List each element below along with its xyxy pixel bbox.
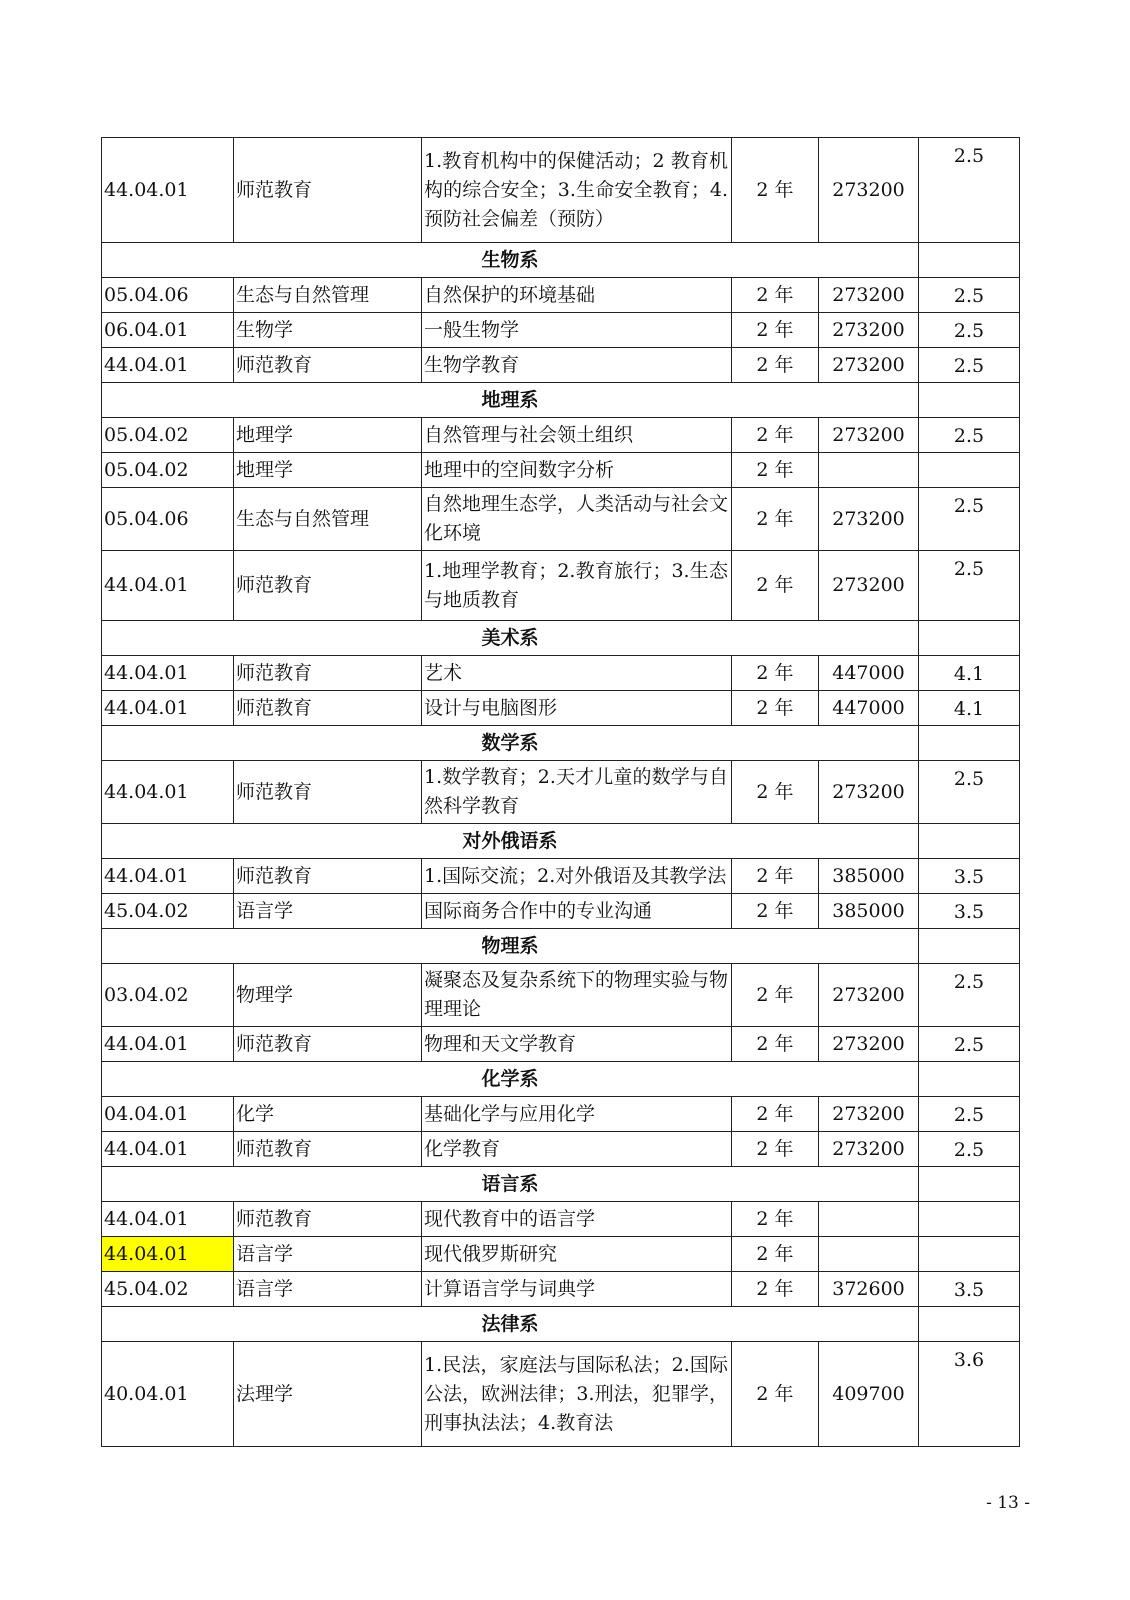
score-cell xyxy=(919,453,1020,488)
section-empty-cell xyxy=(919,824,1020,859)
program-code-cell: 05.04.02 xyxy=(102,418,234,453)
section-title: 对外俄语系 xyxy=(102,824,919,859)
duration-cell: 2 年 xyxy=(732,894,819,929)
table-row xyxy=(102,894,1020,929)
score-cell: 2.5 xyxy=(919,278,1020,313)
duration-cell: 2 年 xyxy=(732,138,819,243)
major-name-cell: 师范教育 xyxy=(234,1202,422,1237)
section-header-row xyxy=(102,243,1020,278)
major-name-cell: 物理学 xyxy=(234,964,422,1027)
section-empty-cell xyxy=(919,621,1020,656)
section-title: 生物系 xyxy=(102,243,919,278)
duration-cell: 2 年 xyxy=(732,1237,819,1272)
program-title-cell: 物理和天文学教育 xyxy=(422,1027,732,1062)
section-header-row xyxy=(102,383,1020,418)
duration-cell: 2 年 xyxy=(732,1027,819,1062)
score-cell: 2.5 xyxy=(919,488,1020,551)
section-header-row xyxy=(102,824,1020,859)
major-name-cell: 师范教育 xyxy=(234,656,422,691)
program-code-cell: 44.04.01 xyxy=(102,348,234,383)
table-row xyxy=(102,1097,1020,1132)
program-title-cell: 艺术 xyxy=(422,656,732,691)
score-cell: 4.1 xyxy=(919,656,1020,691)
score-cell: 3.5 xyxy=(919,1272,1020,1307)
table-row xyxy=(102,1202,1020,1237)
program-code-cell: 44.04.01 xyxy=(102,138,234,243)
duration-cell: 2 年 xyxy=(732,278,819,313)
section-empty-cell xyxy=(919,1062,1020,1097)
program-table xyxy=(101,137,1020,1447)
tuition-fee-cell: 273200 xyxy=(819,348,919,383)
major-name-cell: 生物学 xyxy=(234,313,422,348)
program-title-cell: 现代教育中的语言学 xyxy=(422,1202,732,1237)
program-title-cell: 地理中的空间数字分析 xyxy=(422,453,732,488)
tuition-fee-cell: 385000 xyxy=(819,894,919,929)
score-cell: 2.5 xyxy=(919,1027,1020,1062)
major-name-cell: 生态与自然管理 xyxy=(234,278,422,313)
table-row xyxy=(102,418,1020,453)
duration-cell: 2 年 xyxy=(732,859,819,894)
program-code-cell: 04.04.01 xyxy=(102,1097,234,1132)
program-code-cell: 44.04.01 xyxy=(102,859,234,894)
table-row xyxy=(102,488,1020,551)
section-title: 化学系 xyxy=(102,1062,919,1097)
program-code-cell: 44.04.01 xyxy=(102,1202,234,1237)
program-title-cell: 计算语言学与词典学 xyxy=(422,1272,732,1307)
major-name-cell: 师范教育 xyxy=(234,1027,422,1062)
table-row xyxy=(102,1342,1020,1447)
program-code-cell: 05.04.06 xyxy=(102,278,234,313)
page-number: - 13 - xyxy=(986,1493,1030,1513)
score-cell: 2.5 xyxy=(919,761,1020,824)
section-header-row xyxy=(102,726,1020,761)
major-name-cell: 师范教育 xyxy=(234,691,422,726)
score-cell: 2.5 xyxy=(919,348,1020,383)
duration-cell: 2 年 xyxy=(732,488,819,551)
program-title-cell: 自然保护的环境基础 xyxy=(422,278,732,313)
duration-cell: 2 年 xyxy=(732,1272,819,1307)
section-header-row xyxy=(102,929,1020,964)
tuition-fee-cell: 273200 xyxy=(819,418,919,453)
program-title-cell: 现代俄罗斯研究 xyxy=(422,1237,732,1272)
table-row xyxy=(102,138,1020,243)
section-title: 美术系 xyxy=(102,621,919,656)
major-name-cell: 师范教育 xyxy=(234,138,422,243)
program-title-cell: 基础化学与应用化学 xyxy=(422,1097,732,1132)
major-name-cell: 化学 xyxy=(234,1097,422,1132)
tuition-fee-cell xyxy=(819,1202,919,1237)
section-title: 地理系 xyxy=(102,383,919,418)
program-code-cell: 44.04.01 xyxy=(102,1237,234,1272)
duration-cell: 2 年 xyxy=(732,348,819,383)
program-title-cell: 自然地理生态学，人类活动与社会文化环境 xyxy=(422,488,732,551)
tuition-fee-cell: 273200 xyxy=(819,761,919,824)
major-name-cell: 法理学 xyxy=(234,1342,422,1447)
tuition-fee-cell: 385000 xyxy=(819,859,919,894)
table-row xyxy=(102,1237,1020,1272)
program-title-cell: 凝聚态及复杂系统下的物理实验与物理理论 xyxy=(422,964,732,1027)
program-title-cell: 1.地理学教育；2.教育旅行；3.生态与地质教育 xyxy=(422,551,732,621)
program-title-cell: 自然管理与社会领土组织 xyxy=(422,418,732,453)
program-code-cell: 40.04.01 xyxy=(102,1342,234,1447)
section-empty-cell xyxy=(919,726,1020,761)
tuition-fee-cell: 273200 xyxy=(819,964,919,1027)
program-code-cell: 05.04.06 xyxy=(102,488,234,551)
score-cell: 2.5 xyxy=(919,138,1020,243)
tuition-fee-cell: 273200 xyxy=(819,1132,919,1167)
section-header-row xyxy=(102,621,1020,656)
tuition-fee-cell: 273200 xyxy=(819,1097,919,1132)
program-code-cell: 05.04.02 xyxy=(102,453,234,488)
score-cell: 2.5 xyxy=(919,964,1020,1027)
section-title: 语言系 xyxy=(102,1167,919,1202)
duration-cell: 2 年 xyxy=(732,964,819,1027)
score-cell xyxy=(919,1237,1020,1272)
duration-cell: 2 年 xyxy=(732,1202,819,1237)
major-name-cell: 生态与自然管理 xyxy=(234,488,422,551)
program-code-cell: 06.04.01 xyxy=(102,313,234,348)
table-row xyxy=(102,313,1020,348)
program-code-cell: 45.04.02 xyxy=(102,894,234,929)
program-title-cell: 1.教育机构中的保健活动；2 教育机构的综合安全；3.生命安全教育；4.预防社会偏差（预防） xyxy=(422,138,732,243)
table-row xyxy=(102,1027,1020,1062)
section-empty-cell xyxy=(919,383,1020,418)
table-body xyxy=(102,138,1020,1447)
table-row xyxy=(102,1132,1020,1167)
major-name-cell: 师范教育 xyxy=(234,859,422,894)
duration-cell: 2 年 xyxy=(732,551,819,621)
major-name-cell: 语言学 xyxy=(234,894,422,929)
major-name-cell: 师范教育 xyxy=(234,348,422,383)
table-row xyxy=(102,691,1020,726)
program-code-cell: 44.04.01 xyxy=(102,551,234,621)
score-cell: 3.6 xyxy=(919,1342,1020,1447)
program-title-cell: 国际商务合作中的专业沟通 xyxy=(422,894,732,929)
program-code-cell: 44.04.01 xyxy=(102,1027,234,1062)
major-name-cell: 师范教育 xyxy=(234,761,422,824)
tuition-fee-cell xyxy=(819,453,919,488)
program-code-cell: 44.04.01 xyxy=(102,1132,234,1167)
program-code-cell: 03.04.02 xyxy=(102,964,234,1027)
table-row xyxy=(102,761,1020,824)
program-code-cell: 44.04.01 xyxy=(102,761,234,824)
score-cell: 2.5 xyxy=(919,1097,1020,1132)
tuition-fee-cell: 273200 xyxy=(819,138,919,243)
program-code-cell: 44.04.01 xyxy=(102,656,234,691)
major-name-cell: 地理学 xyxy=(234,453,422,488)
section-empty-cell xyxy=(919,243,1020,278)
table-row xyxy=(102,278,1020,313)
table-row xyxy=(102,551,1020,621)
score-cell: 3.5 xyxy=(919,894,1020,929)
table-row xyxy=(102,964,1020,1027)
section-empty-cell xyxy=(919,929,1020,964)
tuition-fee-cell: 273200 xyxy=(819,551,919,621)
duration-cell: 2 年 xyxy=(732,313,819,348)
table-row xyxy=(102,1272,1020,1307)
duration-cell: 2 年 xyxy=(732,1132,819,1167)
section-title: 数学系 xyxy=(102,726,919,761)
program-code-cell: 44.04.01 xyxy=(102,691,234,726)
section-title: 法律系 xyxy=(102,1307,919,1342)
duration-cell: 2 年 xyxy=(732,656,819,691)
duration-cell: 2 年 xyxy=(732,761,819,824)
major-name-cell: 语言学 xyxy=(234,1237,422,1272)
tuition-fee-cell: 273200 xyxy=(819,1027,919,1062)
duration-cell: 2 年 xyxy=(732,1097,819,1132)
major-name-cell: 师范教育 xyxy=(234,1132,422,1167)
section-header-row xyxy=(102,1167,1020,1202)
duration-cell: 2 年 xyxy=(732,453,819,488)
program-title-cell: 设计与电脑图形 xyxy=(422,691,732,726)
table-row xyxy=(102,348,1020,383)
duration-cell: 2 年 xyxy=(732,691,819,726)
major-name-cell: 地理学 xyxy=(234,418,422,453)
score-cell: 3.5 xyxy=(919,859,1020,894)
table-row xyxy=(102,656,1020,691)
program-title-cell: 1.国际交流；2.对外俄语及其教学法 xyxy=(422,859,732,894)
tuition-fee-cell: 273200 xyxy=(819,313,919,348)
score-cell: 2.5 xyxy=(919,418,1020,453)
section-header-row xyxy=(102,1307,1020,1342)
program-title-cell: 化学教育 xyxy=(422,1132,732,1167)
program-code-cell: 45.04.02 xyxy=(102,1272,234,1307)
score-cell: 4.1 xyxy=(919,691,1020,726)
major-name-cell: 师范教育 xyxy=(234,551,422,621)
section-empty-cell xyxy=(919,1167,1020,1202)
score-cell: 2.5 xyxy=(919,1132,1020,1167)
duration-cell: 2 年 xyxy=(732,1342,819,1447)
table-row xyxy=(102,453,1020,488)
duration-cell: 2 年 xyxy=(732,418,819,453)
score-cell: 2.5 xyxy=(919,313,1020,348)
program-title-cell: 1.民法，家庭法与国际私法；2.国际公法，欧洲法律；3.刑法，犯罪学，刑事执法法；4.教育法 xyxy=(422,1342,732,1447)
section-title: 物理系 xyxy=(102,929,919,964)
tuition-fee-cell: 273200 xyxy=(819,488,919,551)
major-name-cell: 语言学 xyxy=(234,1272,422,1307)
score-cell xyxy=(919,1202,1020,1237)
score-cell: 2.5 xyxy=(919,551,1020,621)
tuition-fee-cell: 447000 xyxy=(819,656,919,691)
program-title-cell: 1.数学教育；2.天才儿童的数学与自然科学教育 xyxy=(422,761,732,824)
tuition-fee-cell: 273200 xyxy=(819,278,919,313)
program-title-cell: 生物学教育 xyxy=(422,348,732,383)
section-empty-cell xyxy=(919,1307,1020,1342)
table-row xyxy=(102,859,1020,894)
tuition-fee-cell: 409700 xyxy=(819,1342,919,1447)
program-title-cell: 一般生物学 xyxy=(422,313,732,348)
section-header-row xyxy=(102,1062,1020,1097)
tuition-fee-cell xyxy=(819,1237,919,1272)
tuition-fee-cell: 372600 xyxy=(819,1272,919,1307)
tuition-fee-cell: 447000 xyxy=(819,691,919,726)
